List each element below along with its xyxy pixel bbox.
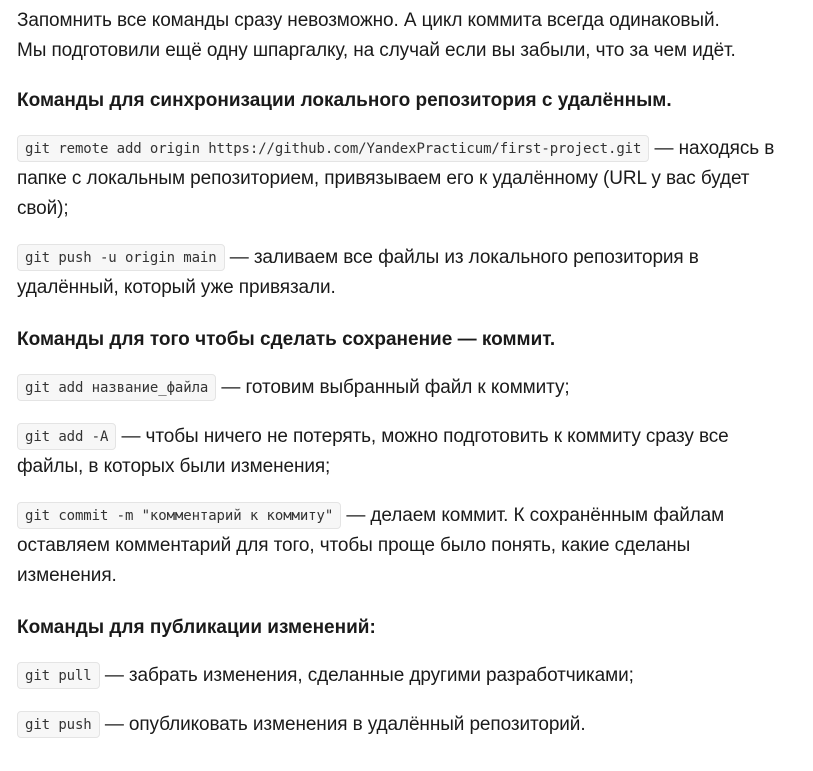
command-item xyxy=(17,710,795,740)
command-code: git remote add origin https://github.com/YandexPracticum/first-project.git xyxy=(17,135,649,162)
section-sync xyxy=(17,86,795,303)
command-description: — заливаем все файлы из локального репозитория в удалённый, который уже привязали. xyxy=(17,247,699,298)
command-code: git push xyxy=(17,711,100,738)
command-item xyxy=(17,373,795,403)
command-code: git pull xyxy=(17,662,100,689)
command-item xyxy=(17,134,795,224)
command-item xyxy=(17,422,795,482)
command-item xyxy=(17,243,795,303)
section-heading: Команды для того чтобы сделать сохранение — коммит. xyxy=(17,329,556,350)
command-code: git push -u origin main xyxy=(17,244,225,271)
command-description: — готовим выбранный файл к коммиту; xyxy=(216,377,570,398)
command-description: — забрать изменения, сделанные другими разработчиками; xyxy=(99,665,634,686)
command-code: git add -A xyxy=(17,423,116,450)
command-description: — делаем коммит. К сохранённым файлам оставляем комментарий для того, чтобы проще было понять, какие сделаны изменения. xyxy=(17,505,725,586)
command-description: — чтобы ничего не потерять, можно подготовить к коммиту сразу все файлы, в которых были изменения; xyxy=(17,426,729,477)
command-description: — находясь в папке с локальным репозиторием, привязываем его к удалённому (URL у вас будет свой); xyxy=(17,138,775,219)
intro-paragraph xyxy=(17,6,795,66)
command-item xyxy=(17,501,795,591)
section-publish xyxy=(17,613,795,740)
command-item xyxy=(17,661,795,691)
section-heading: Команды для публикации изменений: xyxy=(17,617,376,638)
section-heading: Команды для синхронизации локального репозитория с удалённым. xyxy=(17,90,672,111)
command-code: git commit -m "комментарий к коммиту" xyxy=(17,502,341,529)
command-code: git add название_файла xyxy=(17,374,216,401)
intro-line-2: Мы подготовили ещё одну шпаргалку, на случай если вы забыли, что за чем идёт. xyxy=(17,40,736,61)
section-commit xyxy=(17,325,795,591)
command-description: — опубликовать изменения в удалённый репозиторий. xyxy=(99,714,586,735)
intro-line-1: Запомнить все команды сразу невозможно. А цикл коммита всегда одинаковый. xyxy=(17,10,720,31)
